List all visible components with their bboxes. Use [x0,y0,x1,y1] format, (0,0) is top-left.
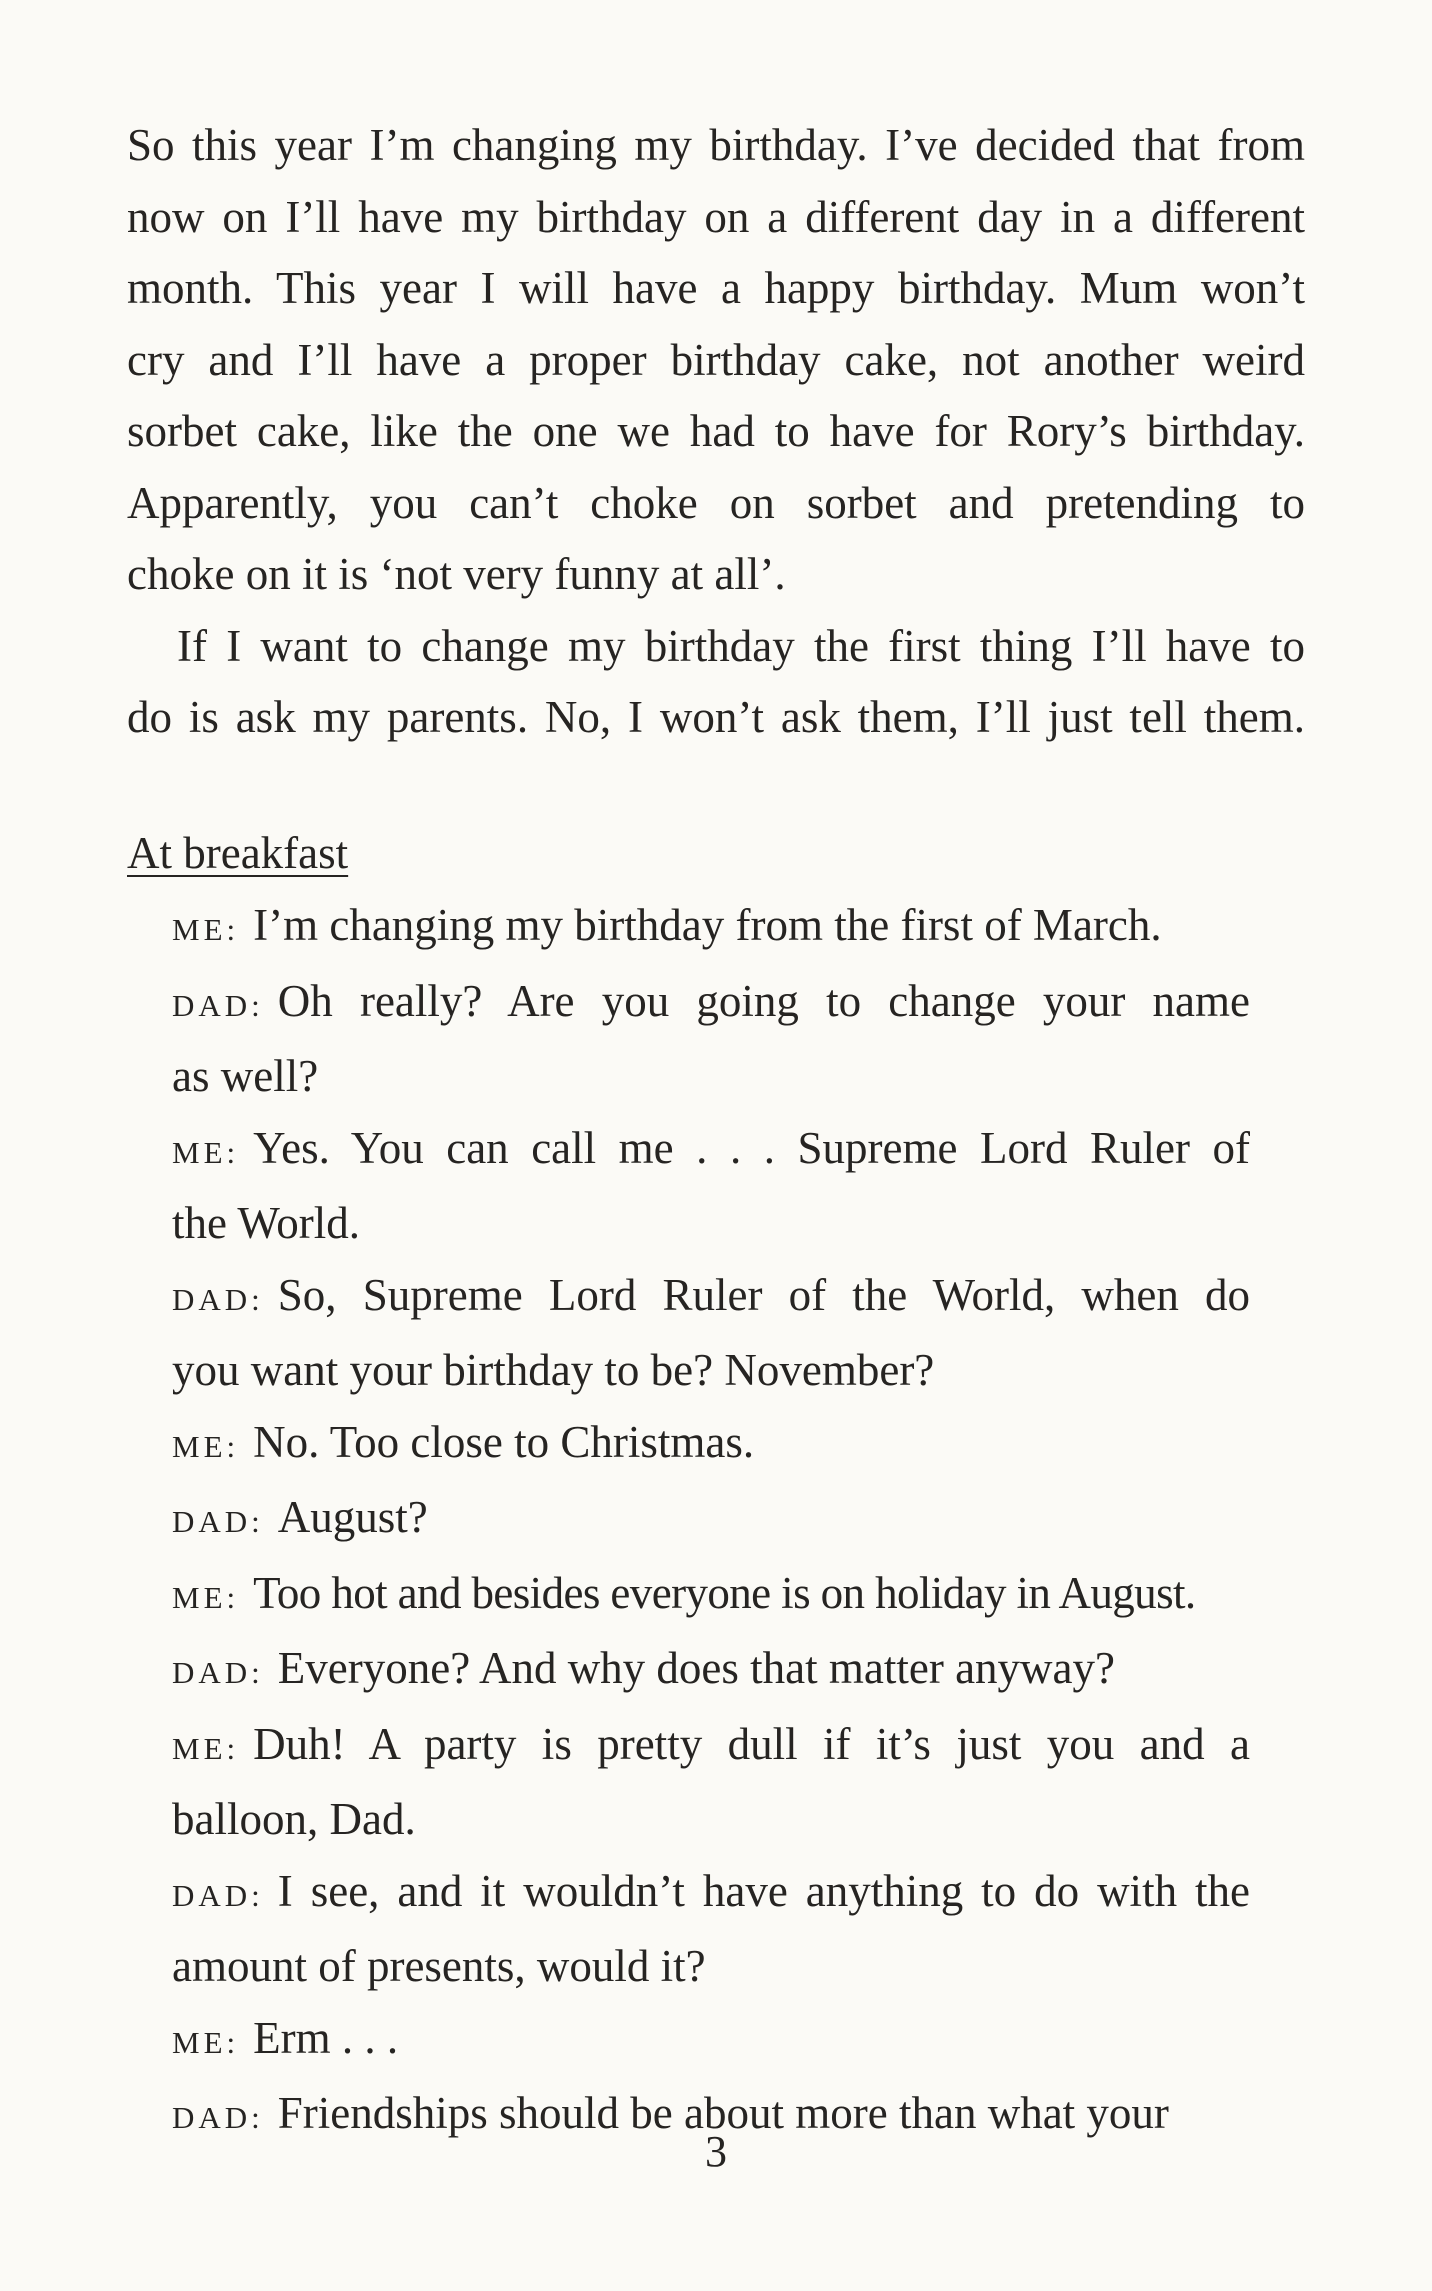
dialogue-line: DAD: August? [172,1492,428,1542]
speaker-label: ME: [172,1428,240,1464]
dialogue-line-continued: amount of presents, would it? [172,1941,706,1991]
dialogue-line: ME: Duh! A party is pretty dull if it’s just you and a [172,1718,1250,1769]
dialogue-line-continued: balloon, Dad. [172,1794,416,1844]
dialogue-line-continued: the World. [172,1198,361,1248]
speaker-label: DAD: [172,2100,264,2135]
dialogue-line: ME: Yes. You can call me . . . Supreme Lord Ruler of [172,1122,1250,1173]
dialogue-line: ME: Too hot and besides everyone is on holiday in August. [172,1567,1196,1618]
text-line: choke on it is ‘not very funny at all’. [127,549,786,599]
dialogue-line: ME: No. Too close to Christmas. [172,1416,755,1467]
speaker-label: ME: [172,1579,240,1615]
page-number: 3 [705,2127,727,2176]
section-heading: At breakfast [127,828,349,878]
dialogue-line: ME: I’m changing my birthday from the first of March. [172,900,1162,950]
speaker-label: DAD: [172,1877,264,1913]
dialogue-line-continued: you want your birthday to be? November? [172,1345,935,1395]
text-line: So this year I’m changing my birthday. I’ve decided that from [127,120,1305,170]
paragraph-1 [127,110,1305,611]
speaker-label: ME: [172,1134,240,1170]
speaker-label: DAD: [172,1281,264,1317]
text-line: If I want to change my birthday the first thing I’ll have to [177,620,1305,671]
text-line: now on I’ll have my birthday on a different day in a different [127,191,1305,242]
speaker-label: ME: [172,2024,240,2060]
speaker-label: ME: [172,912,240,947]
text-line: cry and I’ll have a proper birthday cake, not another weird [127,334,1305,385]
text-line: Apparently, you can’t choke on sorbet and pretending to [127,477,1305,528]
paragraph-2 [127,611,1305,754]
text-line: month. This year I will have a happy birthday. Mum won’t [127,263,1305,313]
dialogue-line-continued: as well? [172,1051,319,1101]
speaker-label: ME: [172,1730,240,1766]
speaker-label: DAD: [172,1655,264,1690]
dialogue [172,890,1250,2154]
dialogue-line: DAD: I see, and it wouldn’t have anything to do with the [172,1865,1250,1916]
speaker-label: DAD: [172,987,264,1023]
dialogue-line: DAD: So, Supreme Lord Ruler of the World, when do [172,1269,1250,1320]
dialogue-line: ME: Erm . . . [172,2012,399,2063]
dialogue-line: DAD: Everyone? And why does that matter anyway? [172,1643,1116,1693]
text-line: do is ask my parents. No, I won’t ask them, I’ll just tell them. [127,692,1305,742]
dialogue-line: DAD: Friendships should be about more than what your [172,2088,1169,2138]
text-line: sorbet cake, like the one we had to have for Rory’s birthday. [127,406,1305,456]
dialogue-line: DAD: Oh really? Are you going to change your name [172,975,1250,1026]
body-text [127,110,1305,754]
speaker-label: DAD: [172,1504,264,1539]
